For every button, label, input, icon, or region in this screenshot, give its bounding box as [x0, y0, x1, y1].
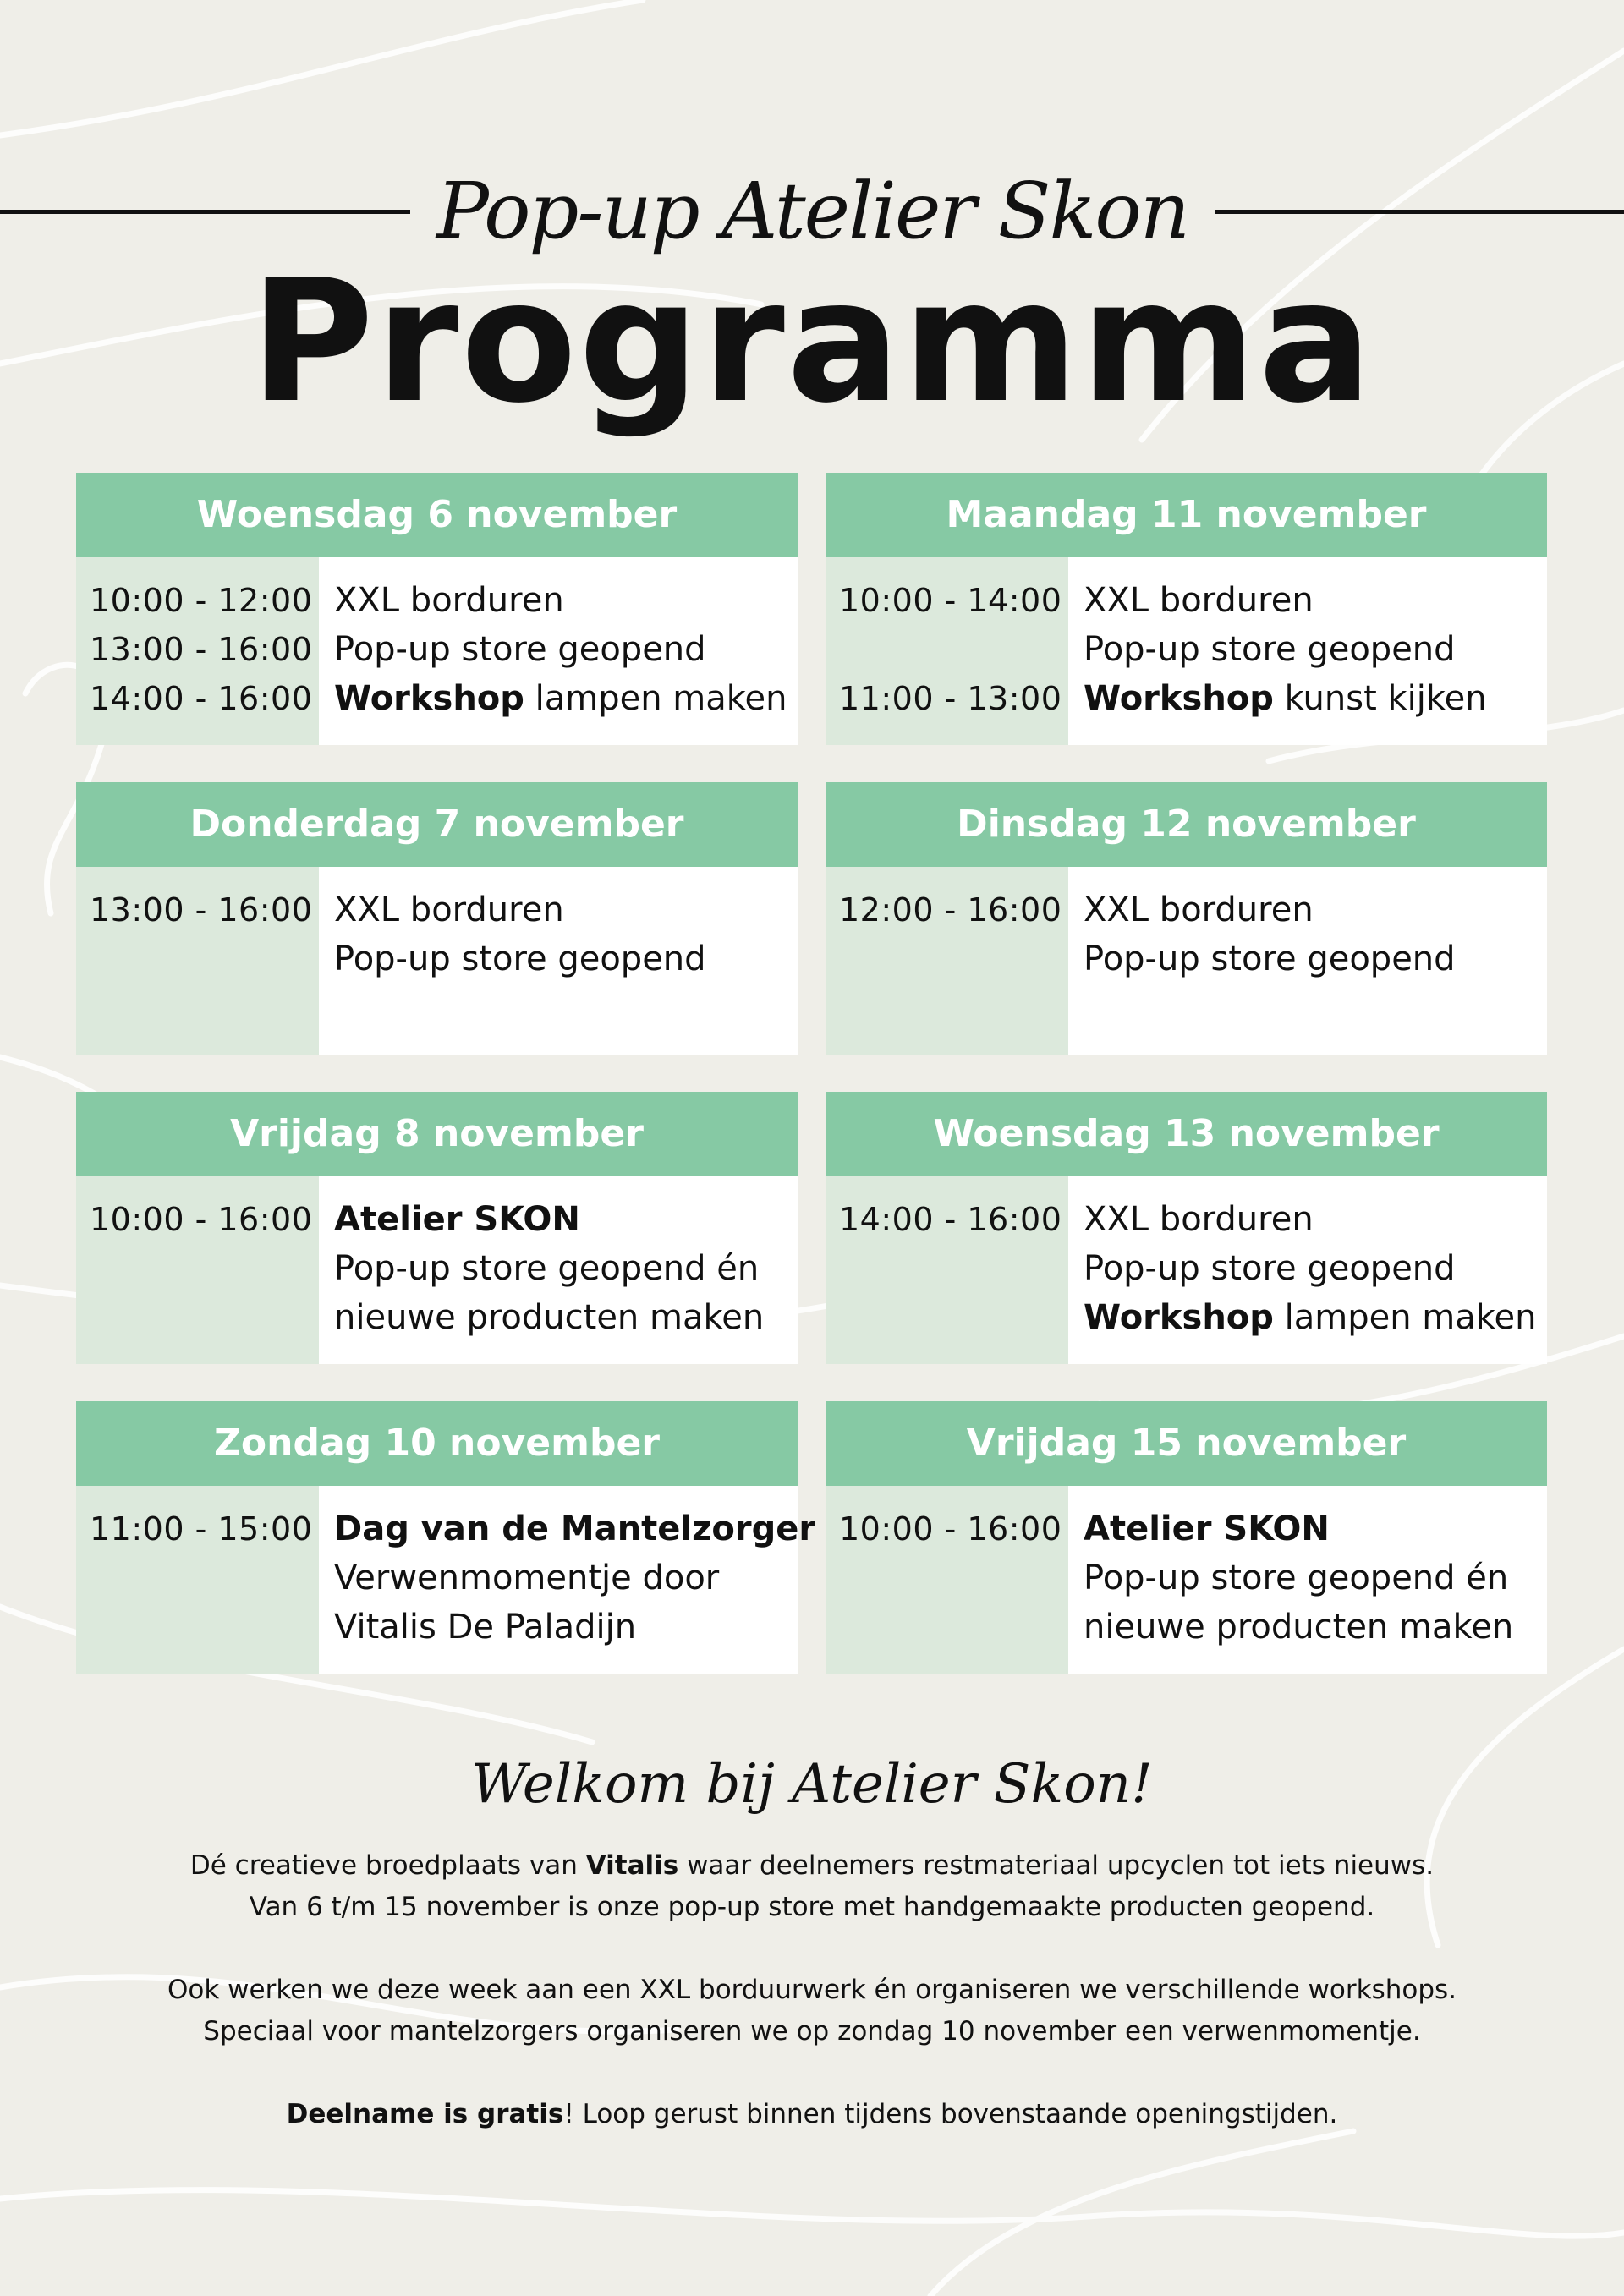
- time-slot: [90, 1293, 319, 1342]
- activity-text: XXL borduren: [1084, 581, 1314, 620]
- time-slot: 10:00 - 12:00: [90, 582, 313, 619]
- day-card: [76, 1401, 816, 1674]
- activity-bold: Atelier SKON: [334, 1200, 580, 1239]
- info-line: [0, 2094, 1624, 2135]
- spacer: [0, 1928, 1624, 1970]
- time-slot: 10:00 - 14:00: [839, 582, 1062, 619]
- info-bold-segment: Vitalis: [585, 1850, 679, 1881]
- activity: [1084, 625, 1547, 674]
- activity-bold: Workshop: [334, 679, 524, 718]
- day-header: Dinsdag 12 november: [826, 782, 1547, 867]
- time-slot: [90, 984, 319, 1033]
- activity-bold: Workshop: [1084, 1298, 1274, 1337]
- divider-left: [0, 210, 410, 214]
- day-card: [76, 782, 798, 1055]
- info-bold-segment: Deelname is gratis: [286, 2099, 564, 2129]
- day-header: Zondag 10 november: [76, 1401, 798, 1486]
- time-slot: 13:00 - 16:00: [90, 631, 313, 668]
- activity-column: [1068, 557, 1547, 745]
- info-line: [0, 1845, 1624, 1887]
- activity-text: Pop-up store geopend: [1084, 630, 1456, 669]
- activity-text: Verwenmomentje door: [334, 1559, 720, 1597]
- time-slot: [839, 1603, 1068, 1652]
- time-slot: [839, 1553, 1068, 1603]
- activity-column: [319, 557, 798, 745]
- activity: [334, 1553, 798, 1603]
- day-header: Vrijdag 15 november: [826, 1401, 1547, 1486]
- activity: [1084, 674, 1547, 723]
- time-column: [826, 557, 1068, 745]
- time-slot: [839, 625, 1068, 674]
- day-body: [76, 557, 798, 745]
- time-column: [76, 1486, 319, 1674]
- divider-right: [1215, 210, 1624, 214]
- activity: [1084, 984, 1547, 1033]
- time-slot: [839, 984, 1068, 1033]
- activity: [334, 984, 798, 1033]
- day-header: Vrijdag 8 november: [76, 1092, 798, 1176]
- activity-text: XXL borduren: [1084, 1200, 1314, 1239]
- time-slot: 10:00 - 16:00: [90, 1201, 313, 1238]
- info-line: Speciaal voor mantelzorgers organiseren we op zondag 10 november een verwenmomentje.: [203, 2016, 1421, 2047]
- day-header: Maandag 11 november: [826, 473, 1547, 557]
- activity: [1084, 1195, 1547, 1244]
- day-card: [826, 1401, 1547, 1674]
- day-body: [826, 867, 1547, 1055]
- day-header: Woensdag 13 november: [826, 1092, 1547, 1176]
- activity: [334, 576, 798, 625]
- time-slot: [839, 934, 1068, 984]
- time-slot: 14:00 - 16:00: [90, 680, 313, 717]
- activity: [334, 885, 798, 934]
- activity-text: lampen maken: [524, 679, 787, 718]
- info-text-segment: ! Loop gerust binnen tijdens bovenstaande openingstijden.: [563, 2099, 1338, 2129]
- time-column: [826, 867, 1068, 1055]
- day-body: [76, 867, 798, 1055]
- day-card: [826, 473, 1547, 745]
- activity: [334, 674, 798, 723]
- day-card: [826, 1092, 1547, 1364]
- time-column: [76, 557, 319, 745]
- activity-column: [319, 867, 798, 1055]
- activity-text: lampen maken: [1273, 1298, 1537, 1337]
- activity-bold: Dag van de Mantelzorger: [334, 1510, 816, 1548]
- day-body: [826, 1176, 1547, 1364]
- time-slot: [90, 1603, 319, 1652]
- activity-text: kunst kijken: [1273, 679, 1487, 718]
- time-slot: 13:00 - 16:00: [90, 891, 313, 929]
- activity-column: [1068, 867, 1547, 1055]
- activity: [334, 934, 798, 984]
- activity-column: [1068, 1486, 1547, 1674]
- time-column: [826, 1176, 1068, 1364]
- spacer: [0, 2052, 1624, 2094]
- activity-text: XXL borduren: [1084, 890, 1314, 929]
- time-column: [76, 867, 319, 1055]
- time-column: [76, 1176, 319, 1364]
- time-slot: [839, 1244, 1068, 1293]
- activity-column: [319, 1176, 798, 1364]
- day-card: [826, 782, 1547, 1055]
- time-slot: 11:00 - 15:00: [90, 1510, 313, 1548]
- activity: [1084, 1244, 1547, 1293]
- activity: [1084, 1603, 1547, 1652]
- time-slot: [839, 1293, 1068, 1342]
- activity-text: Vitalis De Paladijn: [334, 1608, 637, 1647]
- activity: [334, 1244, 798, 1293]
- activity-text: Pop-up store geopend: [1084, 1249, 1456, 1288]
- activity: [1084, 1504, 1547, 1553]
- activity-text: Pop-up store geopend én: [1084, 1559, 1509, 1597]
- time-slot: 14:00 - 16:00: [839, 1201, 1062, 1238]
- day-header: Donderdag 7 november: [76, 782, 798, 867]
- day-card: [76, 473, 798, 745]
- poster-subtitle: Pop-up Atelier Skon: [436, 166, 1189, 256]
- activity: [334, 1603, 798, 1652]
- time-slot: 11:00 - 13:00: [839, 680, 1062, 717]
- day-body: [826, 557, 1547, 745]
- activity: [1084, 1553, 1547, 1603]
- day-body: [76, 1486, 816, 1674]
- activity: [1084, 1293, 1547, 1342]
- time-slot: [90, 1244, 319, 1293]
- activity-text: Pop-up store geopend én: [334, 1249, 760, 1288]
- activity-text: Pop-up store geopend: [334, 630, 706, 669]
- info-text: [0, 1845, 1624, 2135]
- activity: [1084, 885, 1547, 934]
- time-slot: [90, 934, 319, 984]
- activity-column: [319, 1486, 816, 1674]
- activity: [334, 1504, 816, 1553]
- day-card: [76, 1092, 798, 1364]
- day-body: [826, 1486, 1547, 1674]
- time-slot: [90, 1553, 319, 1603]
- time-slot: 10:00 - 16:00: [839, 1510, 1062, 1548]
- poster-title: Programma: [250, 244, 1374, 441]
- activity: [334, 625, 798, 674]
- activity: [1084, 934, 1547, 984]
- activity-text: Pop-up store geopend: [334, 940, 706, 978]
- activity: [334, 1195, 798, 1244]
- activity: [334, 1293, 798, 1342]
- activity-text: XXL borduren: [334, 581, 564, 620]
- activity-text: Pop-up store geopend: [1084, 940, 1456, 978]
- activity-bold: Workshop: [1084, 679, 1274, 718]
- welcome-heading: Welkom bij Atelier Skon!: [471, 1753, 1153, 1816]
- activity: [1084, 576, 1547, 625]
- activity-column: [1068, 1176, 1547, 1364]
- day-header: Woensdag 6 november: [76, 473, 798, 557]
- info-text-segment: waar deelnemers restmateriaal upcyclen tot iets nieuws.: [678, 1850, 1435, 1881]
- info-line: Van 6 t/m 15 november is onze pop-up store met handgemaakte producten geopend.: [249, 1892, 1375, 1922]
- info-text-segment: Dé creatieve broedplaats van: [189, 1850, 586, 1881]
- time-column: [826, 1486, 1068, 1674]
- activity-text: XXL borduren: [334, 890, 564, 929]
- activity-bold: Atelier SKON: [1084, 1510, 1330, 1548]
- activity-text: nieuwe producten maken: [1084, 1608, 1514, 1647]
- info-line: Ook werken we deze week aan een XXL borduurwerk én organiseren we verschillende workshops.: [167, 1975, 1457, 2005]
- activity-text: nieuwe producten maken: [334, 1298, 765, 1337]
- time-slot: 12:00 - 16:00: [839, 891, 1062, 929]
- day-body: [76, 1176, 798, 1364]
